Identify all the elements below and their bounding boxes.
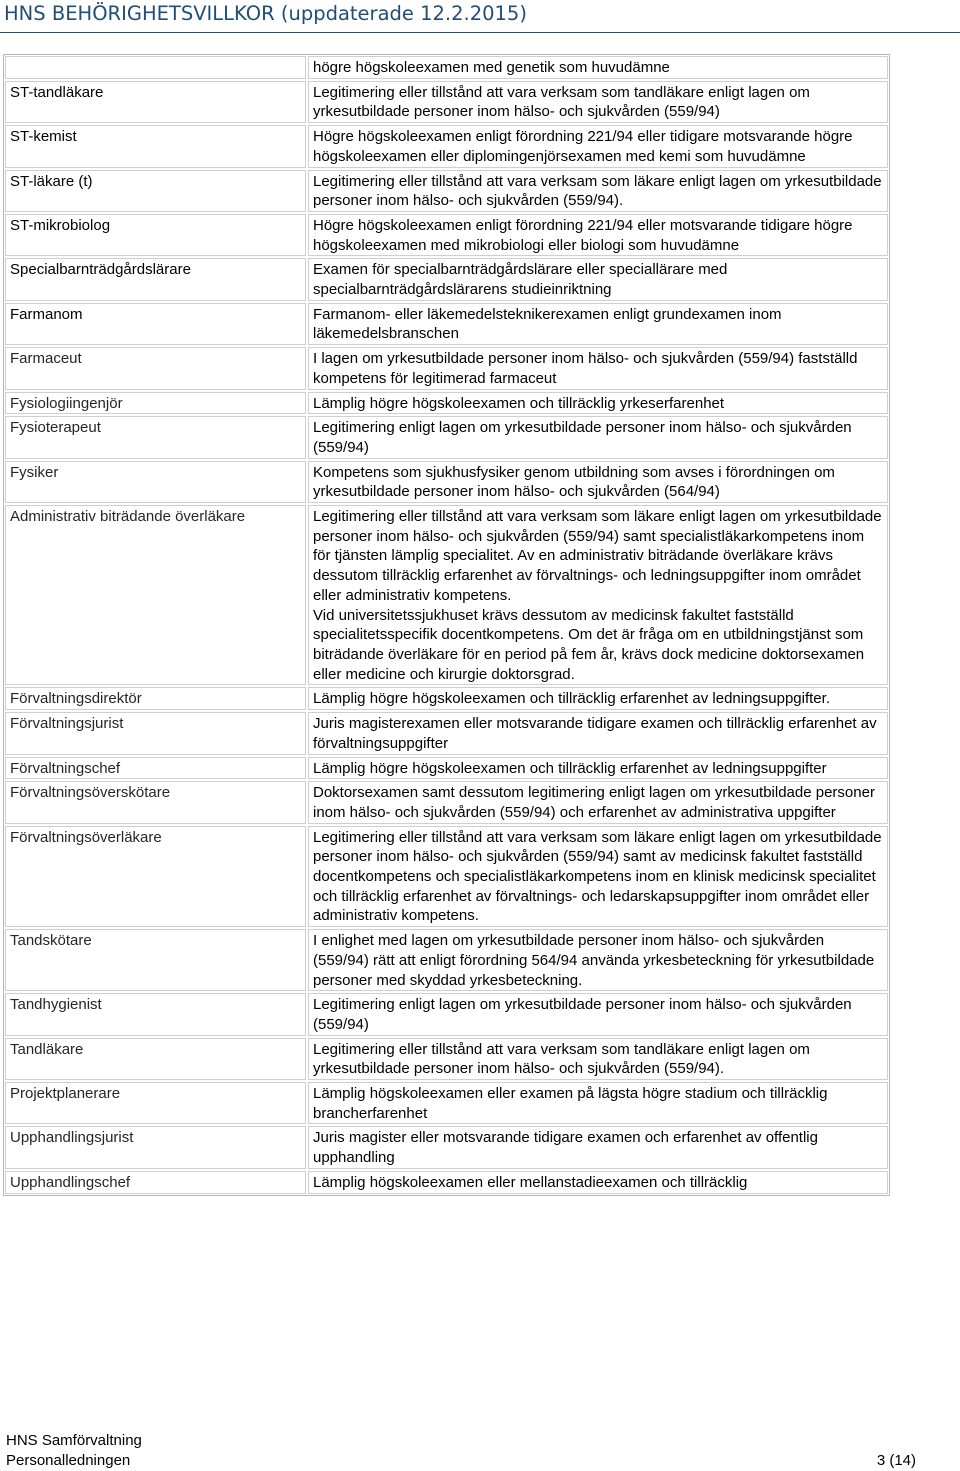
table-row — [4, 415, 889, 459]
eligibility-requirement: Lämplig högskoleexamen eller mellanstadieexamen och tillräcklig — [308, 1171, 888, 1194]
table-row — [4, 80, 889, 124]
page-header-title: HNS BEHÖRIGHETSVILLKOR (uppdaterade 12.2.2015) — [4, 2, 527, 25]
eligibility-requirement: Legitimering eller tillstånd att vara verksam som läkare enligt lagen om yrkesutbildade personer inom hälso- och sjukvården (559/94). — [308, 170, 888, 212]
position-title: ST-tandläkare — [5, 81, 306, 123]
table-row — [4, 391, 889, 416]
eligibility-requirement: Lämplig högre högskoleexamen och tillräcklig erfarenhet av ledningsuppgifter. — [308, 687, 888, 710]
position-title: Förvaltningschef — [5, 757, 306, 780]
table-row — [4, 825, 889, 929]
table-row — [4, 169, 889, 213]
table-row — [4, 1170, 889, 1195]
position-title — [5, 56, 306, 79]
eligibility-requirement: Farmanom- eller läkemedelsteknikerexamen enligt grundexamen inom läkemedelsbranschen — [308, 303, 888, 345]
position-title: Fysiker — [5, 461, 306, 503]
eligibility-requirement: Legitimering eller tillstånd att vara verksam som tandläkare enligt lagen om yrkesutbildade personer inom hälso- och sjukvården (559/94) — [308, 81, 888, 123]
position-title: Fysiologiingenjör — [5, 392, 306, 415]
position-title: Tandläkare — [5, 1038, 306, 1080]
eligibility-requirement: Lämplig högre högskoleexamen och tillräcklig yrkeserfarenhet — [308, 392, 888, 415]
table-row — [4, 928, 889, 992]
position-title: ST-mikrobiolog — [5, 214, 306, 256]
position-title: Farmanom — [5, 303, 306, 345]
header-divider — [0, 32, 960, 33]
eligibility-requirement: Högre högskoleexamen enligt förordning 221/94 eller tidigare motsvarande högre högskoleexamen eller diplomingenjörsexamen med kemi som huvudämne — [308, 125, 888, 167]
position-title: Tandhygienist — [5, 993, 306, 1035]
eligibility-requirement: Kompetens som sjukhusfysiker genom utbildning som avses i förordningen om yrkesutbildade personer inom hälso- och sjukvården (564/94) — [308, 461, 888, 503]
eligibility-requirement: Legitimering enligt lagen om yrkesutbildade personer inom hälso- och sjukvården (559/94) — [308, 993, 888, 1035]
position-title: Projektplanerare — [5, 1082, 306, 1124]
table-row — [4, 1081, 889, 1125]
position-title: Farmaceut — [5, 347, 306, 389]
table-row — [4, 257, 889, 301]
table-row — [4, 686, 889, 711]
position-title: Förvaltningsdirektör — [5, 687, 306, 710]
eligibility-requirement: Legitimering eller tillstånd att vara verksam som tandläkare enligt lagen om yrkesutbildade personer inom hälso- och sjukvården (559/94). — [308, 1038, 888, 1080]
table-row — [4, 302, 889, 346]
eligibility-requirement: Examen för specialbarnträdgårdslärare eller speciallärare med specialbarnträdgårdslärarens studieinriktning — [308, 258, 888, 300]
table-row — [4, 55, 889, 80]
eligibility-requirement: högre högskoleexamen med genetik som huvudämne — [308, 56, 888, 79]
position-title: Tandskötare — [5, 929, 306, 991]
eligibility-requirement: Juris magisterexamen eller motsvarande tidigare examen och tillräcklig erfarenhet av förvaltningsuppgifter — [308, 712, 888, 754]
table-row — [4, 213, 889, 257]
eligibility-table — [3, 54, 890, 1196]
table-row — [4, 460, 889, 504]
eligibility-requirement: I enlighet med lagen om yrkesutbildade personer inom hälso- och sjukvården (559/94) rätt att enligt förordning 564/94 använda yrkesbeteckning för yrkesutbildade personer med skyddad yrkesbeteckning. — [308, 929, 888, 991]
table-row — [4, 504, 889, 686]
eligibility-requirement: Legitimering enligt lagen om yrkesutbildade personer inom hälso- och sjukvården (559/94) — [308, 416, 888, 458]
table-row — [4, 1125, 889, 1169]
position-title: Specialbarnträdgårdslärare — [5, 258, 306, 300]
eligibility-requirement: Högre högskoleexamen enligt förordning 221/94 eller motsvarande tidigare högre högskoleexamen med mikrobiologi eller biologi som huvudämne — [308, 214, 888, 256]
table-row — [4, 992, 889, 1036]
position-title: Upphandlingsjurist — [5, 1126, 306, 1168]
table-row — [4, 1037, 889, 1081]
position-title: ST-läkare (t) — [5, 170, 306, 212]
eligibility-requirement: Lämplig högskoleexamen eller examen på lägsta högre stadium och tillräcklig brancherfarenhet — [308, 1082, 888, 1124]
eligibility-requirement: I lagen om yrkesutbildade personer inom hälso- och sjukvården (559/94) fastställd kompetens för legitimerad farmaceut — [308, 347, 888, 389]
table-row — [4, 756, 889, 781]
position-title: Förvaltningsöverskötare — [5, 781, 306, 823]
table-row — [4, 346, 889, 390]
footer-page-number: 3 (14) — [876, 1452, 916, 1469]
footer-department: Personalledningen — [6, 1452, 131, 1469]
eligibility-requirement: Lämplig högre högskoleexamen och tillräcklig erfarenhet av ledningsuppgifter — [308, 757, 888, 780]
footer-organization: HNS Samförvaltning — [6, 1432, 142, 1449]
position-title: ST-kemist — [5, 125, 306, 167]
position-title: Förvaltningsjurist — [5, 712, 306, 754]
eligibility-requirement: Doktorsexamen samt dessutom legitimering enligt lagen om yrkesutbildade personer inom hälso- och sjukvården (559/94) och erfarenhet av administrativa uppgifter — [308, 781, 888, 823]
position-title: Fysioterapeut — [5, 416, 306, 458]
position-title: Förvaltningsöverläkare — [5, 826, 306, 928]
table-row — [4, 711, 889, 755]
position-title: Administrativ biträdande överläkare — [5, 505, 306, 685]
eligibility-requirement: Juris magister eller motsvarande tidigare examen och erfarenhet av offentlig upphandling — [308, 1126, 888, 1168]
eligibility-requirement: Legitimering eller tillstånd att vara verksam som läkare enligt lagen om yrkesutbildade personer inom hälso- och sjukvården (559/94) samt av medicinsk fakultet fastställd docentkompetens och specialistläkarkompetens inom en klinisk medicinsk specialitet och tillräcklig erfarenhet av förvaltnings- och ledarskapsuppgifter inom området eller administrativ kompetens. — [308, 826, 888, 928]
table-row — [4, 780, 889, 824]
table-row — [4, 124, 889, 168]
eligibility-requirement: Legitimering eller tillstånd att vara verksam som läkare enligt lagen om yrkesutbildade personer inom hälso- och sjukvården (559/94) samt specialistläkarkompetens inom för tjänsten lämplig specialitet. Av en administrativ biträdande överläkare krävs dessutom tillräcklig erfarenhet av förvaltnings- och ledningsuppgifter inom området eller administrativ kompetens. Vid universitetssjukhuset krävs dessutom av medicinsk fakultet fastställd specialitetsspecifik docentkompetens. Om det är fråga om en utbildningstjänst som biträdande överläkare för en period på fem år, krävs dock medicine doktorsexamen eller medicine och kirurgie doktorsgrad. — [308, 505, 888, 685]
position-title: Upphandlingschef — [5, 1171, 306, 1194]
